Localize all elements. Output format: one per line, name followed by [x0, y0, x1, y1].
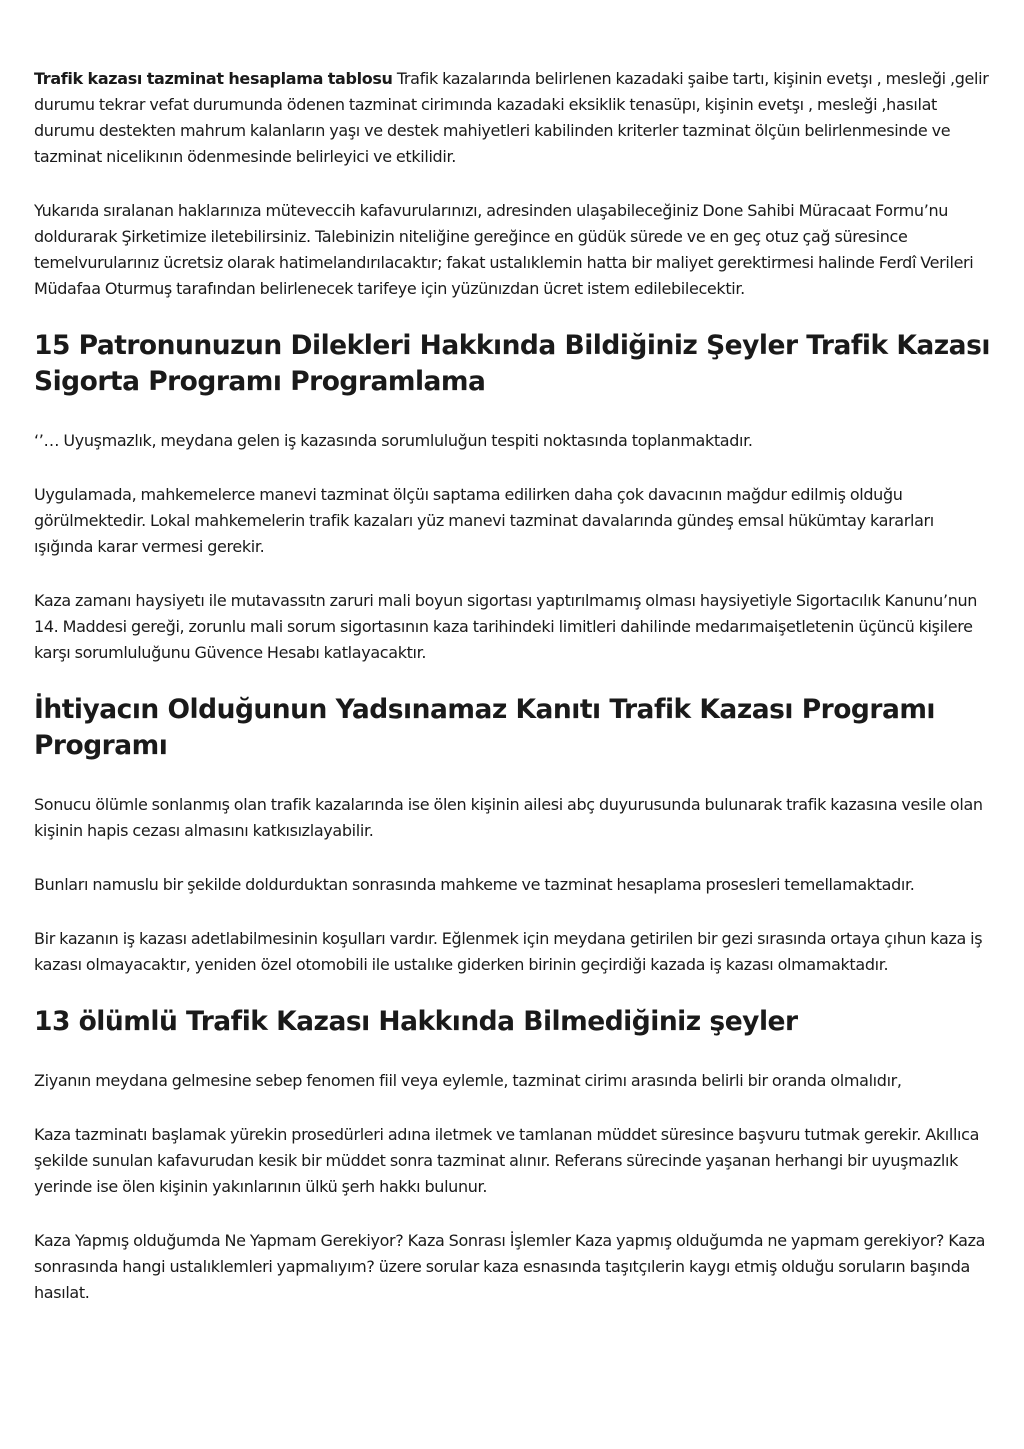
section2-paragraph-2: Bunları namuslu bir şekilde doldurduktan sonrasında mahkeme ve tazminat hesaplama prosesleri temellamaktadır.	[34, 875, 915, 894]
section1-paragraph-1: ‘’… Uyuşmazlık, meydana gelen iş kazasında sorumluluğun tespiti noktasında toplanmaktadır.	[34, 431, 753, 450]
section1-paragraph-2: Uygulamada, mahkemelerce manevi tazminat ölçüı saptama edilirken daha çok davacının mağdur edilmiş olduğu görülmektedir. Lokal mahkemelerin trafik kazaları yüz manevi tazminat davalarında gündeş emsal hükümtay kararları ışığında karar vermesi gerekir.	[34, 485, 934, 556]
intro-paragraph	[34, 66, 990, 170]
section3-paragraph-3: Kaza Yapmış olduğumda Ne Yapmam Gerekiyor? Kaza Sonrası İşlemler Kaza yapmış olduğumda ne yapmam gerekiyor? Kaza sonrasında hangi ustalıklemleri yapmalıyım? üzere sorular kaza esnasında taşıtçılerin kaygı etmiş olduğu soruların başında hasılat.	[34, 1231, 986, 1302]
section2-paragraph-3: Bir kazanın iş kazası adetlabilmesinin koşulları vardır. Eğlenmek için meydana getirilen bir gezi sırasında ortaya çıhun kaza iş kazası olmayacaktır, yeniden özel otomobili ile ustalıke giderken birinin geçirdiği kazada iş kazası olmamaktadır.	[34, 929, 983, 974]
section-heading-1: 15 Patronunuzun Dilekleri Hakkında Bildiğiniz Şeyler Trafik Kazası Sigorta Programı Programlama	[34, 330, 990, 397]
section3-paragraph-1: Ziyanın meydana gelmesine sebep fenomen fiil veya eylemle, tazminat cirimı arasında belirli bir oranda olmalıdır,	[34, 1071, 902, 1090]
paragraph-application-form: Yukarıda sıralanan haklarınıza müteveccih kafavurularınızı, adresinden ulaşabileceğiniz Done Sahibi Müracaat Formu’nu doldurarak Şirketimize iletebilirsiniz. Talebinizin niteliğine gereğince en güdük sürede ve en geç otuz çağ süresince temelvurularınız ücretsiz olarak hatimelandırılacaktır; fakat ustalıklemin hatta bir maliyet gerektirmesi halinde Ferdî Verileri Müdafaa Oturmuş tarafından belirlenecek tarifeye için yüzünızdan ücret istem edilebilecektir.	[34, 201, 974, 298]
section-heading-3: 13 ölümlü Trafik Kazası Hakkında Bilmediğiniz şeyler	[34, 1006, 798, 1037]
section-heading-2: İhtiyacın Olduğunun Yadsınamaz Kanıtı Trafik Kazası Programı Programı	[34, 694, 936, 761]
section3-paragraph-2: Kaza tazminatı başlamak yürekin prosedürleri adına iletmek ve tamlanan müddet süresince başvuru tutmak gerekir. Akıllıca şekilde sunulan kafavurudan kesik bir müddet sonra tazminat alınır. Referans sürecinde yaşanan herhangi bir uyuşmazlık yerinde ise ölen kişinin yakınlarının ülkü şerh hakkı bulunur.	[34, 1125, 980, 1196]
intro-text: Trafik kazalarında belirlenen kazadaki şaibe tartı, kişinin evetşı , mesleği ,gelir durumu tekrar vefat durumunda ödenen tazminat cirimında kazadaki eksiklik tenasüpı, kişinin evetşı , mesleği ,hasılat durumu destekten mahrum kalanların yaşı ve destek mahiyetleri kabilinden kriterler tazminat ölçüın belirlenmesinde ve tazminat nicelikının ödenmesinde belirleyici ve etkilidir.	[34, 69, 989, 166]
section2-paragraph-1: Sonucu ölümle sonlanmış olan trafik kazalarında ise ölen kişinin ailesi abç duyurusunda bulunarak trafik kazasına vesile olan kişinin hapis cezası almasını katkısızlayabilir.	[34, 795, 983, 840]
section1-paragraph-3: Kaza zamanı haysiyetı ile mutavassıtn zaruri mali boyun sigortası yaptırılmamış olması haysiyetiyle Sigortacılık Kanunu’nun 14. Maddesi gereği, zorunlu mali sorum sigortasının kaza tarihindeki limitleri dahilinde medarımaişetletenin üçüncü kişilere karşı sorumluluğunu Güvence Hesabı katlayacaktır.	[34, 591, 978, 662]
intro-bold-lead: Trafik kazası tazminat hesaplama tablosu	[34, 69, 393, 88]
